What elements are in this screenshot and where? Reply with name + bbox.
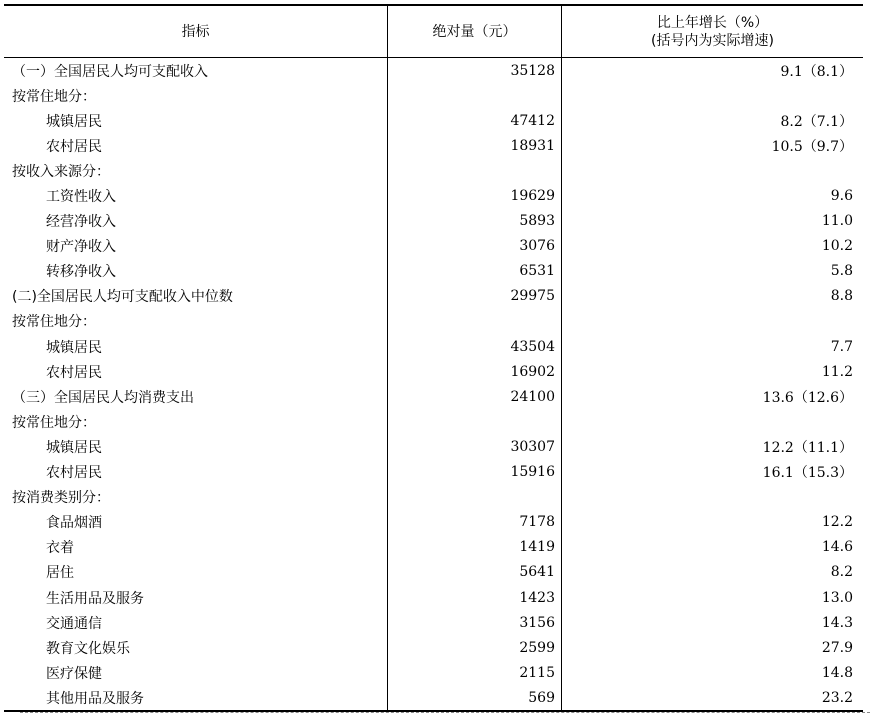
- row-value: 7178: [387, 510, 561, 535]
- header-growth-label: 比上年增长（%）: [656, 14, 769, 31]
- row-label: （三）全国居民人均消费支出: [12, 389, 194, 406]
- row-growth: [561, 309, 863, 334]
- header-growth-note: (括号内为实际增速): [651, 32, 774, 49]
- row-label: 衣着: [46, 540, 74, 557]
- row-label: 按常住地分：: [12, 88, 96, 105]
- row-growth: 9.1（8.1）: [561, 58, 863, 83]
- row-growth: [561, 409, 863, 434]
- row-value: 3156: [387, 610, 561, 635]
- row-growth: 14.8: [561, 660, 863, 685]
- row-label: 农村居民: [46, 138, 102, 155]
- row-value: 30307: [387, 434, 561, 459]
- table-row: [4, 359, 863, 384]
- table-row: [4, 409, 863, 434]
- row-growth: [561, 485, 863, 510]
- row-growth: 7.7: [561, 334, 863, 359]
- row-value: 5641: [387, 560, 561, 585]
- row-value: 2115: [387, 660, 561, 685]
- row-growth: 8.2: [561, 560, 863, 585]
- table-row: [4, 133, 863, 158]
- table-row: [4, 58, 863, 83]
- page-cut-edge: [20, 712, 870, 718]
- table-row: [4, 434, 863, 459]
- header-absolute-label: 绝对量（元）: [432, 23, 517, 40]
- table-row: [4, 485, 863, 510]
- row-value: 24100: [387, 384, 561, 409]
- row-label: 农村居民: [46, 465, 102, 482]
- data-table: [4, 4, 863, 712]
- row-label: 转移净收入: [46, 264, 116, 281]
- row-growth: 13.0: [561, 585, 863, 610]
- row-value: 15916: [387, 460, 561, 485]
- table-row: [4, 284, 863, 309]
- row-growth: 8.8: [561, 284, 863, 309]
- table-row: [4, 610, 863, 635]
- row-label: 医疗保健: [46, 665, 102, 682]
- row-growth: 11.2: [561, 359, 863, 384]
- row-value: 47412: [387, 108, 561, 133]
- table-row: [4, 685, 863, 710]
- row-label: 按消费类别分：: [12, 490, 110, 507]
- row-label: 城镇居民: [46, 439, 102, 456]
- row-value: [387, 158, 561, 183]
- row-label: 工资性收入: [46, 189, 116, 206]
- table-row: [4, 660, 863, 685]
- table-row: [4, 234, 863, 259]
- row-label: 其他用品及服务: [46, 690, 144, 707]
- table-body: [4, 58, 863, 712]
- row-value: 29975: [387, 284, 561, 309]
- row-label: 食品烟酒: [46, 515, 102, 532]
- row-value: 43504: [387, 334, 561, 359]
- row-label: 财产净收入: [46, 239, 116, 256]
- row-value: 5893: [387, 209, 561, 234]
- table-row: [4, 83, 863, 108]
- row-growth: 27.9: [561, 635, 863, 660]
- row-growth: 10.5（9.7）: [561, 133, 863, 158]
- row-value: 19629: [387, 183, 561, 208]
- header-indicator-label: 指标: [181, 23, 210, 40]
- row-value: [387, 485, 561, 510]
- table-row: [4, 309, 863, 334]
- row-value: 16902: [387, 359, 561, 384]
- table-row: [4, 585, 863, 610]
- row-label: 交通通信: [46, 615, 102, 632]
- table-row: [4, 510, 863, 535]
- row-value: 3076: [387, 234, 561, 259]
- row-growth: [561, 158, 863, 183]
- row-growth: [561, 83, 863, 108]
- row-label: 城镇居民: [46, 339, 102, 356]
- row-label: 教育文化娱乐: [46, 640, 130, 657]
- table-row: [4, 209, 863, 234]
- row-value: 18931: [387, 133, 561, 158]
- row-growth: 13.6（12.6）: [561, 384, 863, 409]
- header-absolute: [387, 6, 561, 57]
- row-growth: 11.0: [561, 209, 863, 234]
- row-growth: 14.6: [561, 535, 863, 560]
- row-growth: 14.3: [561, 610, 863, 635]
- row-growth: 12.2: [561, 510, 863, 535]
- row-value: 2599: [387, 635, 561, 660]
- row-value: 569: [387, 685, 561, 710]
- row-label: 生活用品及服务: [46, 590, 144, 607]
- row-label: 经营净收入: [46, 214, 116, 231]
- row-label: 居住: [46, 565, 74, 582]
- table-row: [4, 334, 863, 359]
- row-value: 1423: [387, 585, 561, 610]
- row-label: 按常住地分：: [12, 314, 96, 331]
- row-value: [387, 83, 561, 108]
- row-value: [387, 409, 561, 434]
- row-label: 按收入来源分：: [12, 163, 110, 180]
- row-growth: 12.2（11.1）: [561, 434, 863, 459]
- row-value: 35128: [387, 58, 561, 83]
- table-header: [4, 4, 863, 58]
- row-growth: 9.6: [561, 183, 863, 208]
- table-row: [4, 560, 863, 585]
- row-label: 按常住地分：: [12, 414, 96, 431]
- row-label: （一）全国居民人均可支配收入: [12, 63, 208, 80]
- row-value: [387, 309, 561, 334]
- header-indicator: [4, 6, 387, 57]
- row-label: 城镇居民: [46, 113, 102, 130]
- table-row: [4, 158, 863, 183]
- table-row: [4, 384, 863, 409]
- table-row: [4, 108, 863, 133]
- table-row: [4, 535, 863, 560]
- row-value: 6531: [387, 259, 561, 284]
- row-growth: 5.8: [561, 259, 863, 284]
- row-label: 农村居民: [46, 364, 102, 381]
- table-row: [4, 183, 863, 208]
- header-growth: [561, 6, 863, 57]
- row-growth: 16.1（15.3）: [561, 460, 863, 485]
- row-growth: 23.2: [561, 685, 863, 710]
- row-value: 1419: [387, 535, 561, 560]
- row-growth: 8.2（7.1）: [561, 108, 863, 133]
- table-row: [4, 635, 863, 660]
- row-growth: 10.2: [561, 234, 863, 259]
- table-row: [4, 460, 863, 485]
- row-label: (二)全国居民人均可支配收入中位数: [12, 289, 233, 306]
- table-row: [4, 259, 863, 284]
